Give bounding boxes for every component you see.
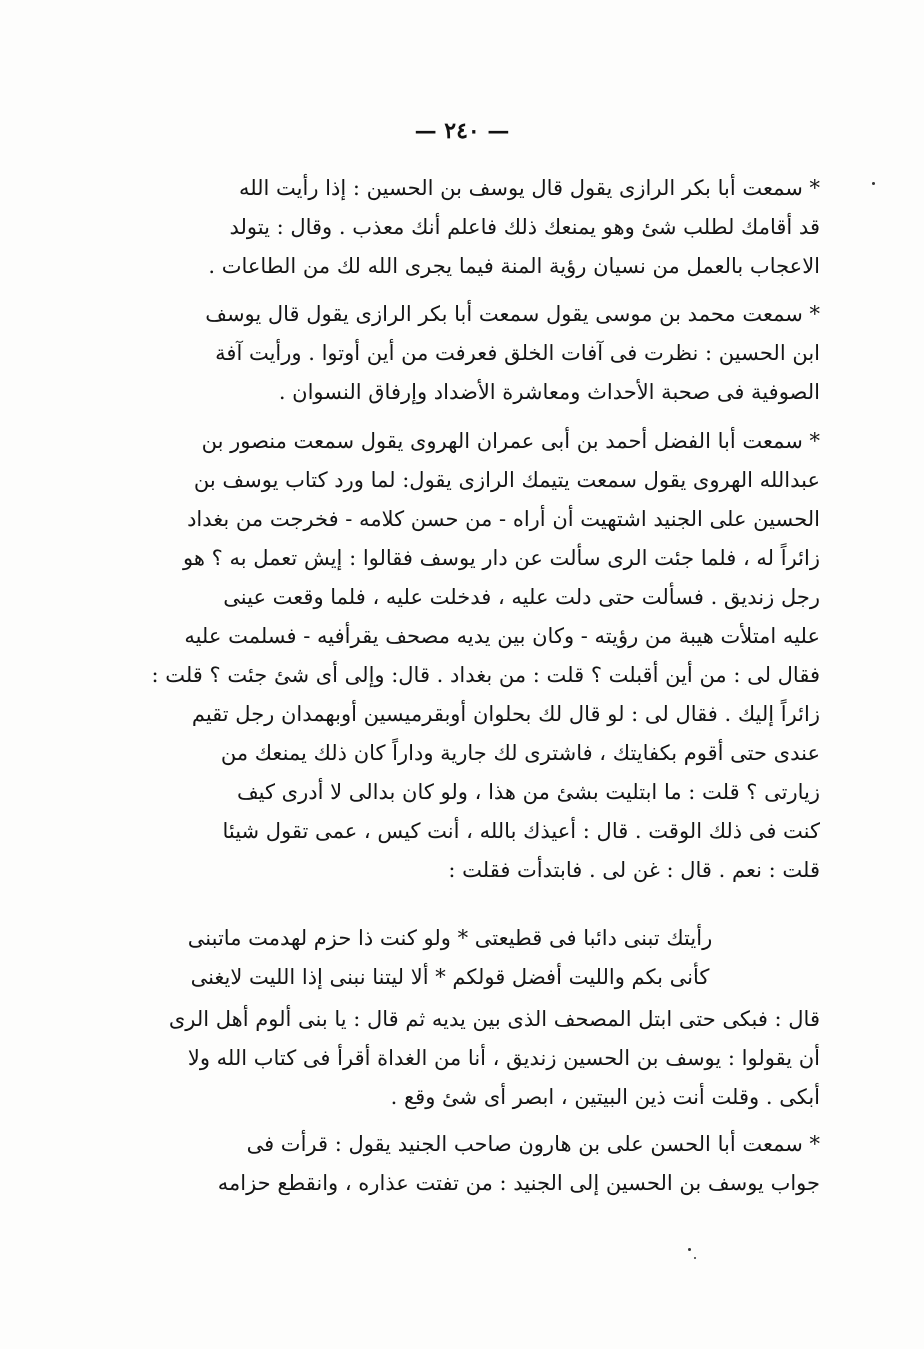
text-line: كنت فى ذلك الوقت . قال : أعيذك بالله ، أنت كيس ، عمى تقول شيئا bbox=[222, 819, 820, 843]
text-line: أبكى . وقلت أنت ذين البيتين ، ابصر أى شئ وقع . bbox=[390, 1085, 820, 1109]
paragraph-after-poem bbox=[104, 1000, 820, 1117]
poem-verse-1: رأيتك تبنى دائبا فى قطيعتى * ولو كنت ذا حزم لهدمت ماتبنى bbox=[187, 926, 713, 950]
scan-speck bbox=[688, 1248, 691, 1251]
text-line: أن يقولوا : يوسف بن الحسين زنديق ، أنا من الغداة أقرأ فى كتاب الله ولا bbox=[187, 1046, 820, 1070]
text-line: قلت : نعم . قال : غن لى . فابتدأت فقلت : bbox=[448, 858, 820, 882]
scan-speck bbox=[694, 1257, 696, 1259]
text-line: * سمعت محمد بن موسى يقول سمعت أبا بكر الرازى يقول قال يوسف bbox=[205, 302, 820, 326]
text-line: رجل زنديق . فسألت حتى دلت عليه ، فدخلت عليه ، فلما وقعت عينى bbox=[223, 585, 820, 609]
page-number: — ٢٤٠ — bbox=[414, 118, 510, 144]
text-line: الحسين على الجنيد اشتهيت أن أراه - من حسن كلامه - فخرجت من بغداد bbox=[187, 507, 820, 531]
text-line: الاعجاب بالعمل من نسيان رؤية المنة فيما يجرى الله لك من الطاعات . bbox=[208, 254, 820, 278]
poem-verse-2: كأنى بكم والليت أفضل قولكم * ألا ليتنا نبنى إذا الليت لايغنى bbox=[190, 965, 710, 989]
paragraph-final bbox=[104, 1125, 820, 1203]
text-line: عندى حتى أقوم بكفايتك ، فاشترى لك جارية وداراً كان ذلك يمنعك من bbox=[220, 741, 820, 765]
text-line: * سمعت أبا بكر الرازى يقول قال يوسف بن الحسين : إذا رأيت الله bbox=[238, 176, 820, 200]
text-line: جواب يوسف بن الحسين إلى الجنيد : من تفتت عذاره ، وانقطع حزامه bbox=[217, 1171, 820, 1195]
text-line: قد أقامك لطلب شئ وهو يمنعك ذلك فاعلم أنك معذب . وقال : يتولد bbox=[229, 215, 820, 239]
text-line: فقال لى : من أين أقبلت ؟ قلت : من بغداد . قال: وإلى أى شئ جئت ؟ قلت : bbox=[151, 663, 820, 687]
text-line: ابن الحسين : نظرت فى آفات الخلق فعرفت من أين أوتوا . ورأيت آفة bbox=[215, 341, 820, 365]
paragraph-1 bbox=[104, 169, 820, 286]
text-line: قال : فبكى حتى ابتل المصحف الذى بين يديه ثم قال : يا بنى ألوم أهل الرى bbox=[168, 1007, 820, 1031]
text-line: * سمعت أبا الفضل أحمد بن أبى عمران الهروى يقول سمعت منصور بن bbox=[201, 429, 820, 453]
text-line: عبدالله الهروى يقول سمعت يتيمك الرازى يقول: لما ورد كتاب يوسف بن bbox=[193, 468, 820, 492]
text-line: * سمعت أبا الحسن على بن هارون صاحب الجنيد يقول : قرأت فى bbox=[246, 1132, 820, 1156]
paragraph-2 bbox=[104, 295, 820, 412]
text-line: الصوفية فى صحبة الأحداث ومعاشرة الأضداد وإرفاق النسوان . bbox=[278, 380, 820, 404]
scan-speck bbox=[872, 182, 875, 185]
text-line: زيارتى ؟ قلت : ما ابتليت بشئ من هذا ، ولو كان بدالى لا أدرى كيف bbox=[236, 780, 820, 804]
text-line: زائراً له ، فلما جئت الرى سألت عن دار يوسف فقالوا : إيش تعمل به ؟ هو bbox=[183, 546, 820, 570]
paragraph-3 bbox=[104, 422, 820, 890]
text-line: عليه امتلأت هيبة من رؤيته - وكان بين يديه مصحف يقرأفيه - فسلمت عليه bbox=[184, 624, 820, 648]
text-line: زائراً إليك . فقال لى : لو قال لك بحلوان أوبقرميسين أوبهمدان رجل تقيم bbox=[191, 702, 820, 726]
